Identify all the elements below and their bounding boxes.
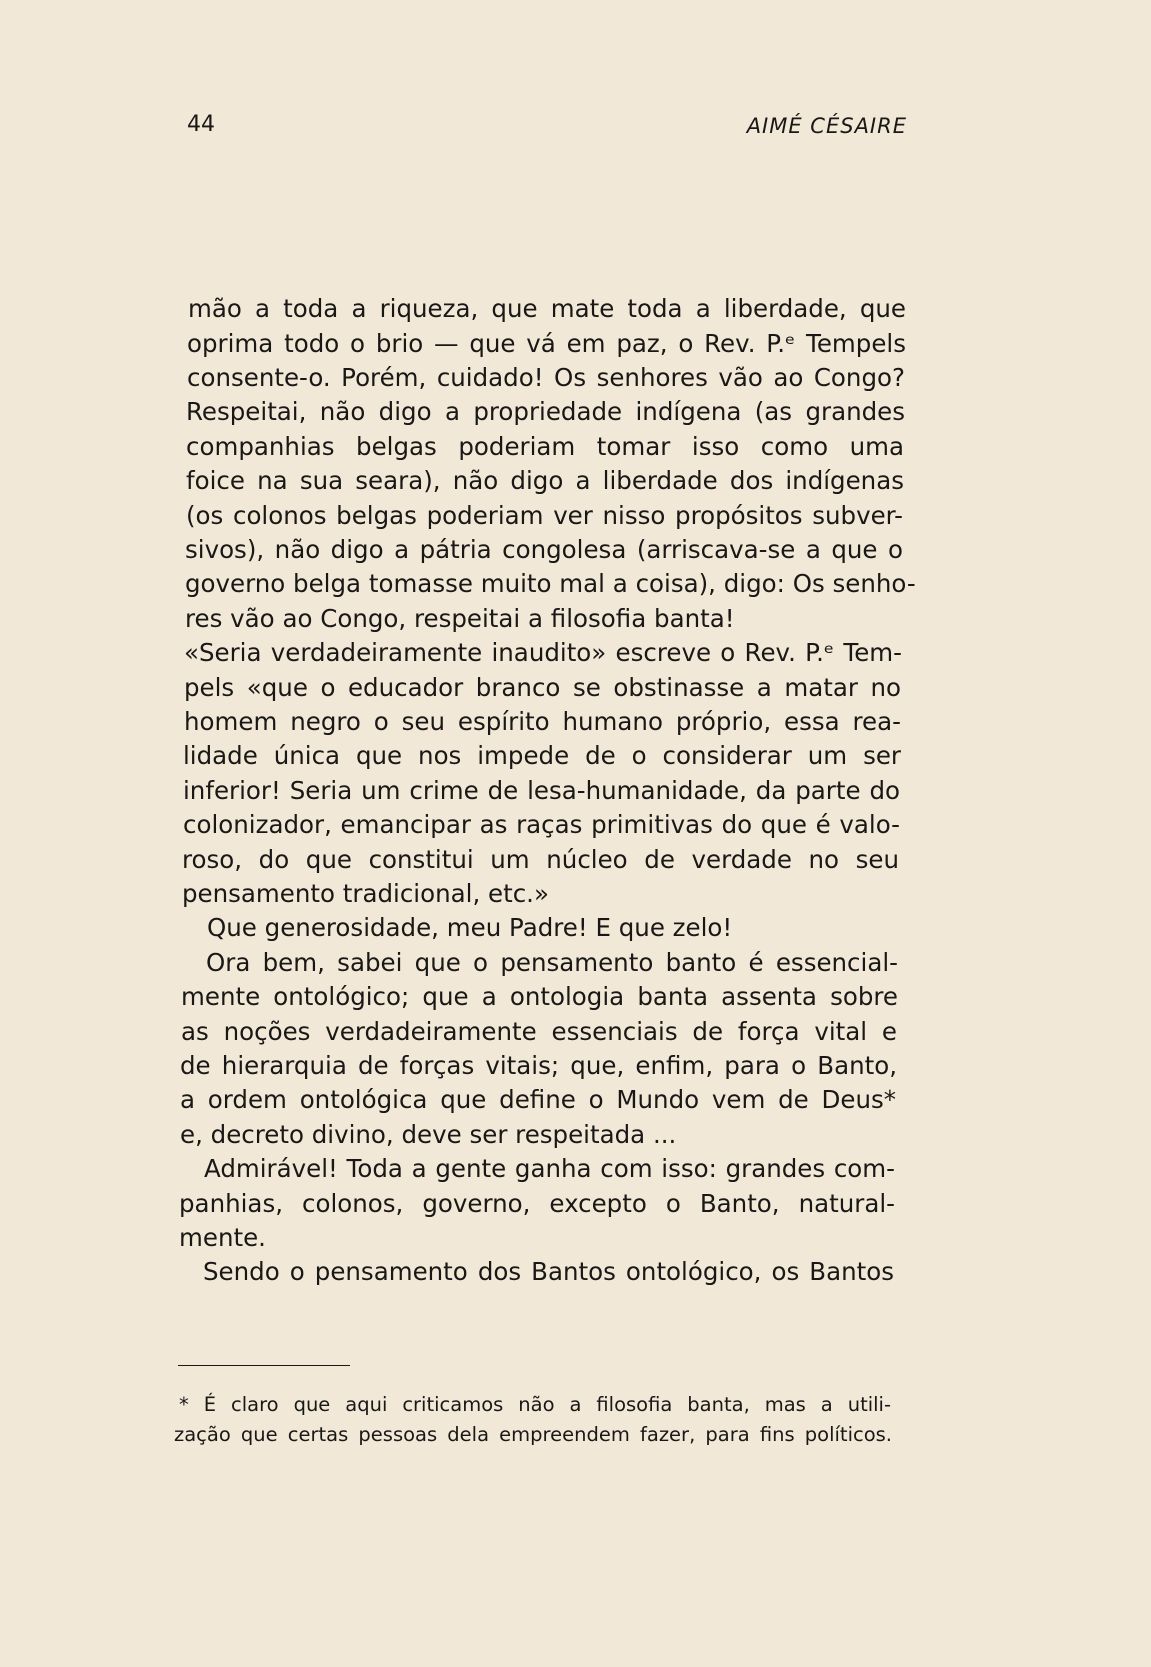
body-line: Que generosidade, meu Padre! E que zelo! [207,913,733,942]
body-line: Ora bem, sabei que o pensamento banto é essencial- [206,948,898,977]
body-line: pels «que o educador branco se obstinasse a matar no [184,673,901,702]
body-line: a ordem ontológica que define o Mundo vem de Deus* [180,1085,896,1114]
body-line: homem negro o seu espírito humano próprio, essa rea- [184,707,901,736]
body-line: Respeitai, não digo a propriedade indígena (as grandes [186,397,905,426]
body-line: (os colonos belgas poderiam ver nisso propósitos subver- [186,501,903,530]
body-line: colonizador, emancipar as raças primitivas do que é valo- [183,810,900,839]
body-line: pensamento tradicional, etc.» [182,879,549,908]
body-line: sivos), não digo a pátria congolesa (arriscava-se a que o [185,535,903,564]
body-line: inferior! Seria um crime de lesa-humanidade, da parte do [183,776,900,805]
body-line: mente. [179,1223,266,1252]
body-line: panhias, colonos, governo, excepto o Banto, natural- [179,1189,895,1218]
body-line: foice na sua seara), não digo a liberdade dos indígenas [186,466,904,495]
body-line: mão a toda a riqueza, que mate toda a liberdade, que [188,294,906,323]
body-line: lidade única que nos impede de o considerar um ser [183,741,901,770]
body-line: oprima todo o brio — que vá em paz, o Rev. P.ᵉ Tempels [187,329,906,358]
body-line: governo belga tomasse muito mal a coisa), digo: Os senho- [185,569,916,598]
body-line: companhias belgas poderiam tomar isso como uma [186,432,904,461]
body-line: res vão ao Congo, respeitai a filosofia banta! [185,604,735,633]
body-line: e, decreto divino, deve ser respeitada ... [180,1120,677,1149]
body-line: Admirável! Toda a gente ganha com isso: grandes com- [204,1154,895,1183]
running-head: AIMÉ CÉSAIRE [746,114,907,138]
body-line: mente ontológico; que a ontologia banta assenta sobre [181,982,898,1011]
body-line: roso, do que constitui um núcleo de verdade no seu [182,845,899,874]
body-line: «Seria verdadeiramente inaudito» escreve o Rev. P.ᵉ Tem- [184,638,902,667]
body-line: consente-o. Porém, cuidado! Os senhores vão ao Congo? [187,363,905,392]
body-line: as noções verdadeiramente essenciais de força vital e [181,1017,897,1046]
footnote-line: zação que certas pessoas dela empreendem fazer, para fins políticos. [174,1423,892,1446]
footnote-line: * É claro que aqui criticamos não a filosofia banta, mas a utili- [179,1393,891,1416]
page-number: 44 [187,112,215,137]
body-line: Sendo o pensamento dos Bantos ontológico, os Bantos [203,1257,894,1286]
body-line: de hierarquia de forças vitais; que, enfim, para o Banto, [180,1051,897,1080]
footnote-rule [178,1365,350,1366]
